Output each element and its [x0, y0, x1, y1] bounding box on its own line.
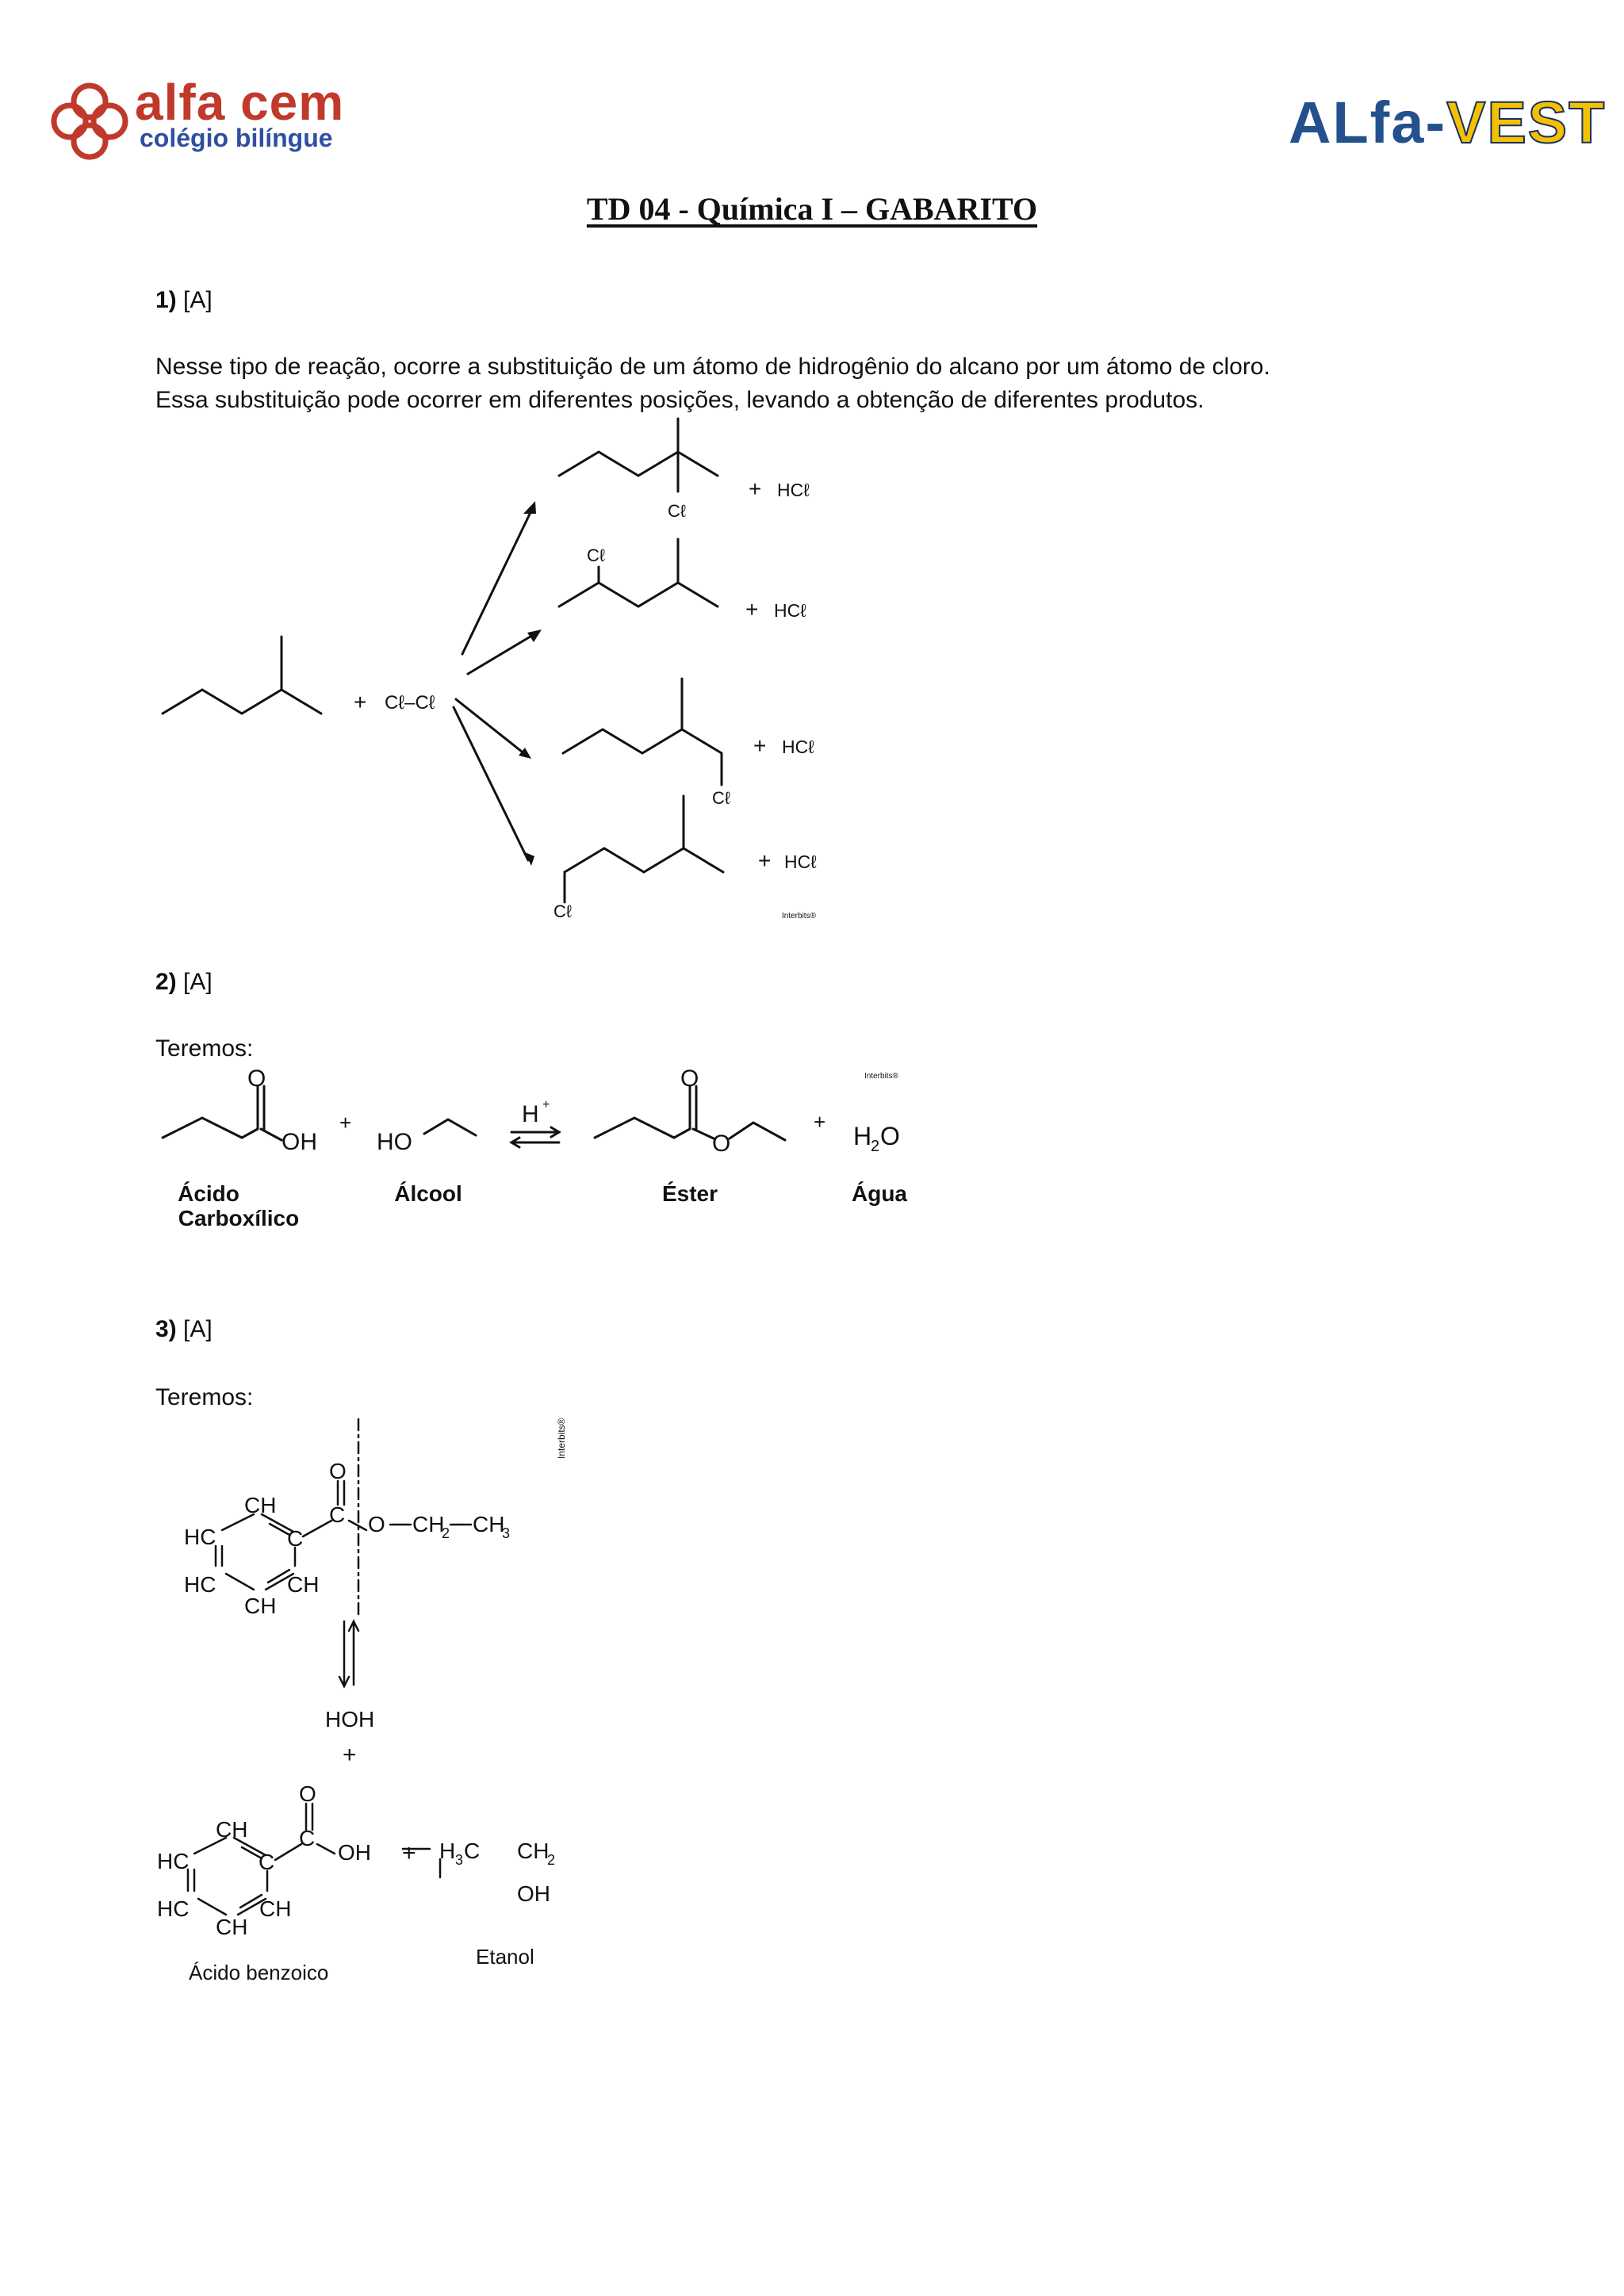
product-1-cl: Cℓ: [668, 501, 686, 521]
arrow-1: [462, 506, 534, 654]
ring-hc-upper: HC: [184, 1525, 216, 1549]
question-3-header: [155, 1316, 213, 1343]
acid-oh: OH: [282, 1129, 317, 1155]
label-acid-line-1: Ácido: [178, 1181, 239, 1206]
product-4-cl: Cℓ: [553, 901, 572, 921]
ester-chain-o: O: [368, 1512, 385, 1536]
question-1-text-line-2: Essa substituição pode ocorrer em diferentes posições, levando a obtenção de diferentes produtos.: [155, 387, 1205, 413]
product-3-skeleton: [563, 729, 722, 753]
page-title: [0, 190, 1624, 228]
ring-bond-4b: [268, 1570, 289, 1582]
arrow-2-head: [527, 629, 542, 642]
ring-ch-bottom: CH: [244, 1594, 277, 1618]
reagent-cl2: Cℓ–Cℓ: [385, 692, 435, 714]
acid-ring-bond-4b: [240, 1895, 262, 1908]
product-2-hcl: HCℓ: [774, 600, 806, 621]
product-1-skeleton: [559, 452, 718, 476]
alcohol-chain: [424, 1119, 476, 1135]
reagent-plus: +: [354, 690, 367, 714]
acid-ring-hc-upper: HC: [157, 1849, 190, 1873]
product-3-cl: Cℓ: [712, 788, 730, 808]
label-water: Água: [852, 1181, 907, 1206]
question-2-number: 2): [155, 969, 177, 995]
ring-to-carbonyl: [303, 1521, 331, 1536]
ester-c: C: [329, 1502, 346, 1527]
page-title-text: TD 04 - Química I – GABARITO: [586, 191, 1038, 227]
question-1-text-line-1: Nesse tipo de reação, ocorre a substituição de um átomo de hidrogênio do alcano por um átomo de cloro.: [155, 354, 1270, 380]
product-3-plus: +: [753, 733, 767, 758]
q1-watermark: Interbits®: [782, 912, 816, 920]
arrow-4: [454, 707, 528, 860]
chlorination-reaction-diagram: [151, 412, 864, 928]
arrow-2: [468, 633, 537, 674]
label-alcohol: Álcool: [394, 1181, 462, 1206]
ester-chain: [595, 1118, 690, 1138]
product-4-plus: +: [758, 848, 772, 873]
label-ethanol: Etanol: [476, 1945, 534, 1969]
reactant-skeleton: [163, 690, 321, 714]
catalyst-h: H: [522, 1101, 539, 1127]
product-1-plus: +: [749, 476, 762, 501]
ring-ch-top: CH: [244, 1493, 277, 1517]
question-2-intro: Teremos:: [155, 1035, 254, 1062]
arrow-1-head: [523, 501, 536, 514]
label-acid-line-2: Carboxílico: [178, 1206, 300, 1230]
q3-watermark: Interbits®: [556, 1418, 567, 1459]
acid-c-oh: [261, 1129, 282, 1140]
acid-oh: OH: [338, 1840, 371, 1865]
ethanol-h-sub: 3: [455, 1852, 464, 1868]
acid-ring-hc-lower: HC: [157, 1896, 190, 1921]
brand-subtitle: colégio bilíngue: [140, 124, 333, 152]
ester-ch3: CH: [473, 1512, 505, 1536]
acid-oxygen: O: [247, 1066, 266, 1092]
ester-c-o: [693, 1129, 714, 1138]
question-2-answer: [A]: [183, 969, 213, 995]
question-3-answer: [A]: [183, 1316, 213, 1342]
q3-products-plus: +: [402, 1840, 416, 1866]
question-2-header: [155, 969, 213, 996]
ethanol-oh: OH: [517, 1881, 550, 1906]
hydrolysis-diagram: [151, 1411, 626, 2006]
ring-hc-lower: HC: [184, 1572, 216, 1597]
acid-o: O: [299, 1781, 316, 1806]
ethanol-ch2-sub: 2: [547, 1852, 556, 1868]
product-1-hcl: HCℓ: [777, 480, 810, 500]
ethanol-h: H: [439, 1839, 456, 1863]
water-h: H: [853, 1122, 872, 1150]
ethanol-ch2: CH: [517, 1839, 550, 1863]
logo-knot-icon: [46, 78, 133, 165]
acid-ring-bond-5: [198, 1899, 226, 1915]
reagent-hoh: HOH: [325, 1707, 375, 1732]
ester-ch2-sub: 2: [442, 1525, 450, 1541]
alfa-vest-logo: [1289, 89, 1606, 156]
catalyst-plus: +: [542, 1098, 550, 1112]
brand-name: alfa cem: [135, 74, 345, 131]
question-3-number: 3): [155, 1316, 177, 1342]
acid-ring-ch-top: CH: [216, 1817, 248, 1842]
product-4-hcl: HCℓ: [784, 851, 817, 872]
product-3-hcl: HCℓ: [782, 737, 814, 757]
acid-c-oh: [317, 1844, 335, 1854]
water-sub: 2: [871, 1138, 880, 1155]
water-o: O: [880, 1122, 900, 1150]
ethanol-c: C: [464, 1839, 481, 1863]
acid-c: C: [299, 1826, 316, 1850]
ester-o: O: [329, 1459, 347, 1483]
ring-bond-5: [226, 1574, 254, 1590]
acid-ring-to-c: [275, 1844, 301, 1860]
acid-ring-c: C: [259, 1850, 275, 1874]
ring-c: C: [287, 1526, 304, 1551]
product-2-cl: Cℓ: [587, 545, 605, 565]
acid-ring-ch-right: CH: [259, 1896, 292, 1921]
product-2-plus: +: [745, 597, 759, 622]
question-3-intro: Teremos:: [155, 1384, 254, 1410]
q2-plus-1: +: [339, 1111, 352, 1135]
ester-ch2: CH: [412, 1512, 445, 1536]
ring-ch-right: CH: [287, 1572, 320, 1597]
esterification-diagram: [151, 1062, 944, 1237]
question-1-header: [155, 287, 213, 314]
question-1-answer: [A]: [183, 287, 213, 313]
alfa-vest-logo-part-a: ALfa-: [1289, 90, 1447, 155]
label-ester: Éster: [661, 1181, 718, 1206]
product-2-skeleton: [559, 583, 718, 607]
q2-plus-2: +: [814, 1110, 826, 1134]
question-1-explanation: [155, 350, 1583, 417]
ester-ethyl: [730, 1123, 785, 1140]
question-1-number: 1): [155, 287, 177, 313]
ester-oxygen: O: [712, 1131, 731, 1157]
ester-carbonyl-oxygen: O: [680, 1066, 699, 1092]
label-benzoic-acid: Ácido benzoico: [189, 1961, 329, 1984]
arrow-3: [456, 699, 526, 755]
product-4-skeleton: [565, 848, 723, 872]
acid-ring-ch-bottom: CH: [216, 1915, 248, 1939]
reagent-plus: +: [343, 1742, 357, 1768]
q2-watermark: Interbits®: [864, 1072, 898, 1081]
ester-ch3-sub: 3: [502, 1525, 511, 1541]
alfa-vest-logo-part-b: VEST: [1446, 90, 1607, 155]
acid-chain: [163, 1118, 258, 1138]
alcohol-ho: HO: [377, 1129, 412, 1155]
